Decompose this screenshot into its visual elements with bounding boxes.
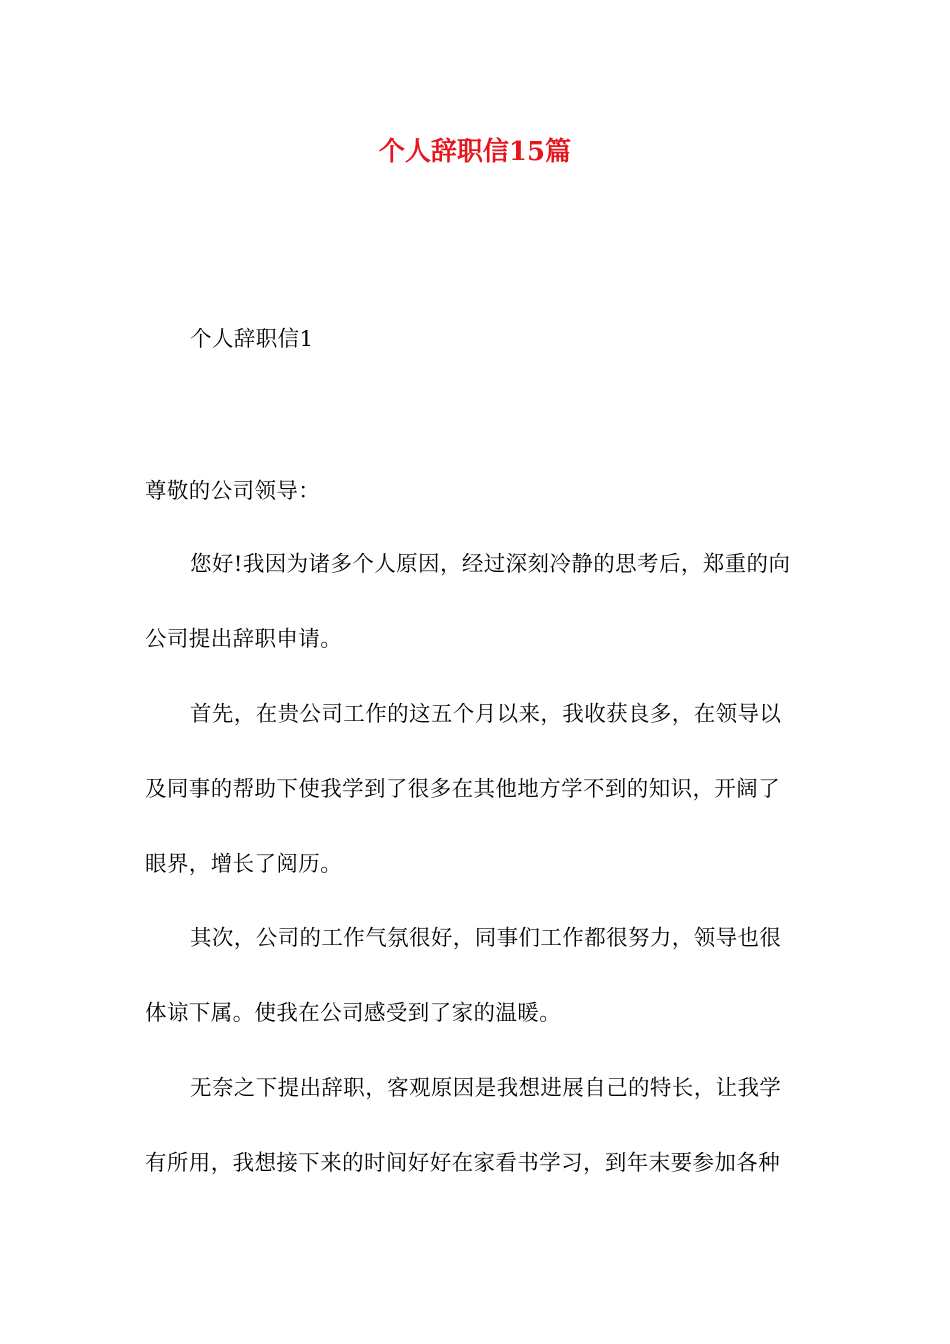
salutation: 尊敬的公司领导： bbox=[145, 479, 321, 504]
paragraph-line: 及同事的帮助下使我学到了很多在其他地方学不到的知识，开阔了 bbox=[145, 777, 781, 802]
paragraph-line: 眼界，增长了阅历。 bbox=[145, 852, 343, 877]
paragraph-line: 体谅下属。使我在公司感受到了家的温暖。 bbox=[145, 1001, 562, 1026]
paragraph-line: 首先，在贵公司工作的这五个月以来，我收获良多，在领导以 bbox=[190, 702, 782, 727]
section-heading: 个人辞职信1 bbox=[190, 327, 314, 352]
paragraph-line: 公司提出辞职申请。 bbox=[145, 627, 343, 652]
paragraph-line: 您好!我因为诸多个人原因，经过深刻冷静的思考后，郑重的向 bbox=[190, 552, 791, 577]
paragraph-line: 其次，公司的工作气氛很好，同事们工作都很努力，领导也很 bbox=[190, 926, 782, 951]
paragraph-line: 有所用，我想接下来的时间好好在家看书学习，到年末要参加各种 bbox=[145, 1151, 781, 1176]
paragraph-line: 无奈之下提出辞职，客观原因是我想进展自己的特长，让我学 bbox=[190, 1076, 782, 1101]
document-title: 个人辞职信15篇 bbox=[378, 137, 572, 167]
